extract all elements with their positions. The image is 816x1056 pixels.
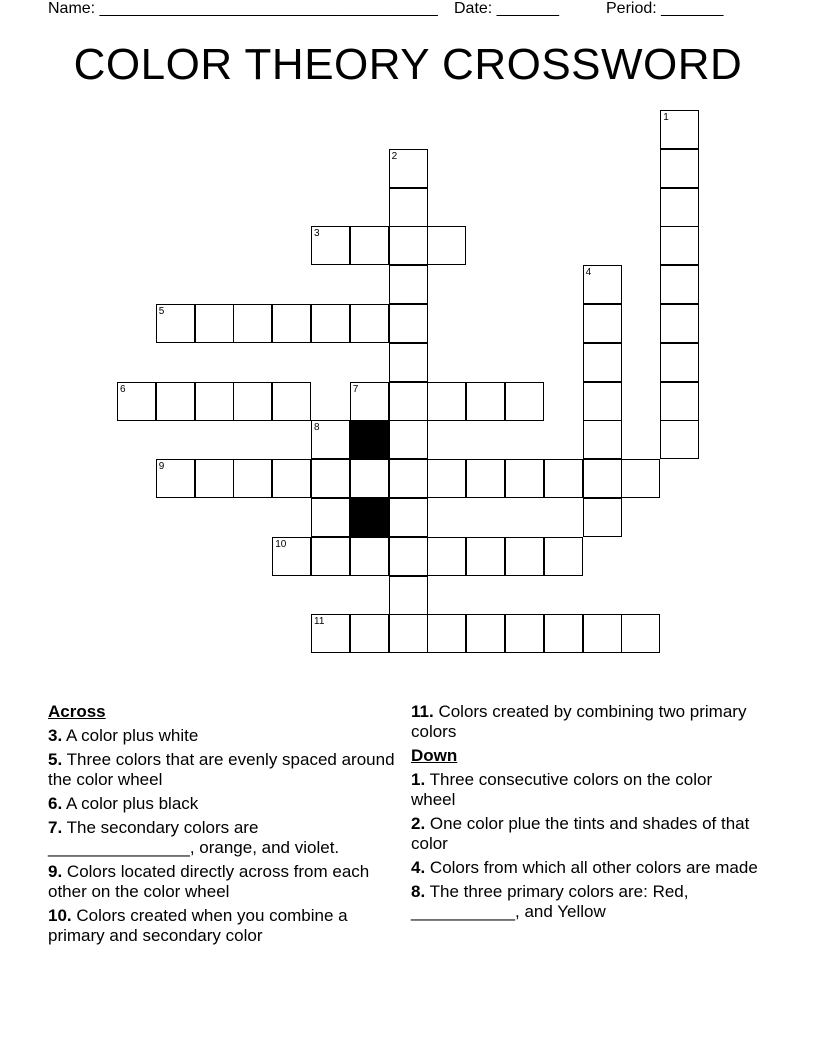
- grid-cell[interactable]: [505, 382, 544, 421]
- grid-cell[interactable]: [389, 226, 428, 265]
- grid-cell[interactable]: [505, 459, 544, 498]
- period-field[interactable]: Period: _______: [606, 0, 724, 17]
- grid-cell[interactable]: [117, 382, 156, 421]
- across-heading: Across: [48, 702, 106, 721]
- grid-cell[interactable]: [544, 537, 583, 576]
- grid-cell[interactable]: [156, 459, 195, 498]
- page-title: COLOR THEORY CROSSWORD: [73, 40, 743, 89]
- grid-cell[interactable]: [466, 459, 505, 498]
- clue-number: 9.: [48, 862, 63, 881]
- grid-cell[interactable]: [272, 537, 311, 576]
- clue-text: A color plus white: [65, 726, 199, 745]
- grid-cell[interactable]: [660, 420, 699, 459]
- cell-number: 3: [314, 228, 320, 240]
- date-field[interactable]: Date: _______: [454, 0, 559, 17]
- grid-cell[interactable]: [660, 110, 699, 149]
- across-clue-7: [48, 818, 400, 858]
- clue-number: 4.: [411, 858, 426, 877]
- grid-cell[interactable]: [311, 614, 350, 653]
- grid-cell[interactable]: [583, 382, 622, 421]
- grid-cell[interactable]: [233, 382, 272, 421]
- grid-cell[interactable]: [505, 537, 544, 576]
- grid-cell[interactable]: [660, 343, 699, 382]
- across-clue-5: [48, 750, 400, 790]
- grid-cell[interactable]: [621, 614, 660, 653]
- grid-cell[interactable]: [389, 576, 428, 615]
- grid-cell[interactable]: [350, 459, 389, 498]
- grid-cell[interactable]: [311, 304, 350, 343]
- clue-text: Colors created when you combine a primary and secondary color: [48, 906, 348, 945]
- grid-cell[interactable]: [311, 537, 350, 576]
- grid-cell[interactable]: [389, 149, 428, 188]
- grid-cell[interactable]: [195, 304, 234, 343]
- down-clue-8: [411, 882, 761, 922]
- cell-number: 6: [120, 383, 126, 395]
- cell-number: 9: [158, 461, 165, 473]
- cell-number: 7: [352, 383, 359, 395]
- across-clue-10: [48, 906, 400, 946]
- grid-cell[interactable]: [156, 382, 195, 421]
- clue-number: 1.: [411, 770, 426, 789]
- grid-cell[interactable]: [195, 459, 234, 498]
- grid-cell[interactable]: [466, 614, 505, 653]
- grid-cell[interactable]: [660, 188, 699, 227]
- across-clue-3: [48, 726, 400, 746]
- grid-cell[interactable]: [427, 614, 466, 653]
- grid-block: [350, 420, 389, 459]
- down-clue-1: [411, 770, 761, 810]
- grid-cell[interactable]: [660, 265, 699, 304]
- grid-cell[interactable]: [505, 614, 544, 653]
- grid-cell[interactable]: [583, 265, 622, 304]
- clue-text: One color plue the tints and shades of that color: [411, 814, 750, 853]
- grid-block: [350, 498, 389, 537]
- clue-number: 5.: [48, 750, 63, 769]
- grid-cell[interactable]: [427, 537, 466, 576]
- clue-number: 2.: [411, 814, 426, 833]
- clue-text: Three consecutive colors on the color wheel: [411, 770, 713, 809]
- grid-cell[interactable]: [427, 459, 466, 498]
- grid-cell[interactable]: [311, 420, 350, 459]
- grid-cell[interactable]: [583, 459, 622, 498]
- grid-cell[interactable]: [583, 498, 622, 537]
- grid-cell[interactable]: [389, 420, 428, 459]
- clue-text: The secondary colors are _______________, orange, and violet.: [48, 818, 340, 857]
- clue-text: The three primary colors are: Red, ___________, and Yellow: [411, 882, 689, 921]
- grid-cell[interactable]: [350, 304, 389, 343]
- grid-cell[interactable]: [660, 226, 699, 265]
- cell-number: 5: [158, 306, 165, 317]
- grid-cell[interactable]: [311, 226, 350, 265]
- cell-number: 11: [314, 616, 325, 628]
- clues-right-column: [411, 702, 761, 926]
- grid-cell[interactable]: [583, 420, 622, 459]
- grid-cell[interactable]: [660, 149, 699, 188]
- across-clue-6: [48, 794, 400, 814]
- grid-cell[interactable]: [389, 382, 428, 421]
- grid-cell[interactable]: [389, 343, 428, 382]
- grid-cell[interactable]: [233, 304, 272, 343]
- grid-cell[interactable]: [311, 498, 350, 537]
- grid-cell[interactable]: [350, 382, 389, 421]
- grid-cell[interactable]: [272, 382, 311, 421]
- grid-cell[interactable]: [544, 459, 583, 498]
- grid-cell[interactable]: [427, 382, 466, 421]
- grid-cell[interactable]: [233, 459, 272, 498]
- grid-cell[interactable]: [195, 382, 234, 421]
- grid-cell[interactable]: [272, 459, 311, 498]
- grid-cell[interactable]: [350, 614, 389, 653]
- grid-cell[interactable]: [311, 459, 350, 498]
- grid-cell[interactable]: [350, 226, 389, 265]
- grid-cell[interactable]: [583, 343, 622, 382]
- clue-number: 8.: [411, 882, 426, 901]
- clue-text: Colors from which all other colors are made: [429, 858, 758, 877]
- grid-cell[interactable]: [389, 459, 428, 498]
- grid-cell[interactable]: [389, 498, 428, 537]
- grid-cell[interactable]: [466, 382, 505, 421]
- clue-text: Colors created by combining two primary colors: [411, 702, 747, 741]
- cell-number: 2: [391, 150, 398, 162]
- grid-cell[interactable]: [621, 459, 660, 498]
- clue-text: Colors located directly across from each other on the color wheel: [48, 862, 370, 901]
- grid-cell[interactable]: [389, 265, 428, 304]
- grid-cell[interactable]: [350, 537, 389, 576]
- cell-number: 8: [314, 422, 320, 434]
- down-clue-4: [411, 858, 761, 878]
- clue-number: 10.: [48, 906, 72, 925]
- grid-cell[interactable]: [389, 304, 428, 343]
- clue-number: 11.: [411, 702, 434, 721]
- name-field[interactable]: Name: ______________________________________: [48, 0, 438, 17]
- grid-cell[interactable]: [156, 304, 195, 343]
- grid-cell[interactable]: [660, 382, 699, 421]
- clue-text: Three colors that are evenly spaced around the color wheel: [48, 750, 395, 789]
- clue-number: 6.: [48, 794, 63, 813]
- grid-cell[interactable]: [272, 304, 311, 343]
- grid-cell[interactable]: [466, 537, 505, 576]
- across-clue-11: [411, 702, 761, 742]
- down-clue-2: [411, 814, 761, 854]
- grid-cell[interactable]: [389, 188, 428, 227]
- grid-cell[interactable]: [660, 304, 699, 343]
- grid-cell[interactable]: [389, 537, 428, 576]
- across-clue-9: [48, 862, 400, 902]
- clues-left-column: [48, 702, 400, 950]
- grid-cell[interactable]: [583, 614, 622, 653]
- cell-number: 10: [275, 538, 287, 550]
- cell-number: 4: [585, 267, 592, 279]
- clue-text: A color plus black: [65, 794, 199, 813]
- cell-number: 1: [663, 112, 669, 123]
- grid-cell[interactable]: [544, 614, 583, 653]
- clue-number: 7.: [48, 818, 63, 837]
- clue-number: 3.: [48, 726, 63, 745]
- grid-cell[interactable]: [389, 614, 428, 653]
- down-heading: Down: [411, 746, 458, 765]
- grid-cell[interactable]: [583, 304, 622, 343]
- grid-cell[interactable]: [427, 226, 466, 265]
